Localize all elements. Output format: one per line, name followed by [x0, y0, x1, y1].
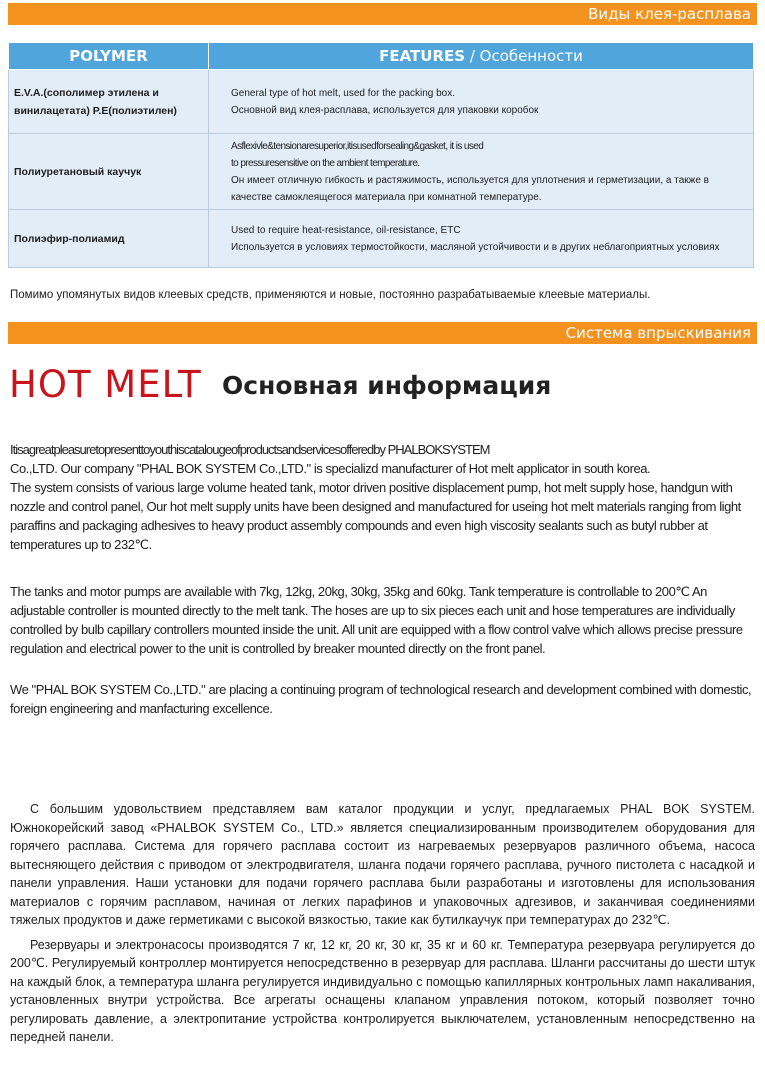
adhesive-note: Помимо упомянутых видов клеевых средств, применяются и новые, постоянно разрабатываемые клеевые материалы.: [10, 289, 651, 301]
features-sep: /: [465, 47, 480, 65]
polymer-features: [209, 70, 754, 134]
feature-line: Used to require heat-resistance, oil-resistance, ETC: [231, 224, 461, 236]
english-line: Itisagreatpleasuretopresenttoyouthiscatalougeofproductsandservicesofferedby PHALBOKSYSTEM: [10, 442, 490, 457]
polymer-features: [209, 134, 754, 210]
features-en: FEATURES: [379, 47, 466, 65]
section-band-title: Система впрыскивания: [565, 324, 751, 342]
page-title: Основная информация: [222, 371, 552, 400]
english-line: Co.,LTD. Our company "PHAL BOK SYSTEM Co.,LTD." is specializd manufacturer of Hot melt applicator in south korea.: [10, 461, 651, 476]
table-header-row: [9, 43, 754, 70]
russian-paragraph: С большим удовольствием представляем вам каталог продукции и услуг, предлагаемых PHAL BOK SYSTEM. Южнокорейский завод «PHALBOK SYSTEM Co., LTD.» является специализированным производителем оборудования для горячего расплава. Система для горячего расплава состоит из нагреваемых резервуаров различного объема, насоса вытесняющего действия с приводом от электродвигателя, шланга подачи горячего расплава, ручного пистолета с насадкой и панели управления. Наши установки для подачи горячего расплава были разработаны и изготовлены для использования материалов с горячим расплавом, начиная от легких парафинов и упаковочных адгезивов, и заканчивая соединениями тяжелых продуктов и даже герметиками с высокой вязкостью, такие как бутилкаучук при температурах до 232℃.: [10, 802, 755, 927]
section-band-title: Виды клея-расплава: [588, 5, 751, 23]
feature-line: Используется в условиях термостойкости, масляной устойчивости и в других неблагоприятных условиях: [231, 241, 720, 253]
russian-description: [10, 800, 755, 1047]
english-description: [10, 440, 760, 718]
feature-line: to pressuresensitive on the ambient temperature.: [231, 157, 420, 169]
polymer-name: Полиуретановый каучук: [9, 134, 209, 210]
section-band-adhesive-types: [8, 3, 757, 25]
column-header-features: [209, 43, 754, 70]
english-paragraph: The tanks and motor pumps are available with 7kg, 12kg, 20kg, 30kg, 35kg and 60kg. Tank temperature is controllable to 200℃ An adjustable controller is mounted directly to the melt tank. The hoses are up to six pieces each unit and hose temperatures are individually controlled by bulb capillary controllers mounted inside the unit. All unit are equipped with a flow control valve which allows precise pressure regulation and electrical power to the unit is controlled by breaker mounted directly on the front panel.: [10, 584, 743, 656]
features-ru: Особенности: [479, 47, 583, 65]
english-paragraph: We "PHAL BOK SYSTEM Co.,LTD." are placing a continuing program of technological research and development combined with domestic, foreign engineering and manfacturing excellence.: [10, 682, 752, 716]
table-row: [9, 70, 754, 134]
column-header-polymer: POLYMER: [9, 43, 209, 70]
english-line: The system consists of various large volume heated tank, motor driven positive displacement pump, hot melt supply hose, handgun with nozzle and control panel, Our hot melt supply units have been designed and manufactured for useing hot melt materials ranging from light paraffins and packaging adhesives to heavy product assembly compounds and even high viscosity sealants such as butyl rubber at temperatures up to 232℃.: [10, 480, 741, 552]
brand-heading: HOT MELT: [9, 363, 202, 406]
polymer-features: [209, 210, 754, 268]
feature-line: Основной вид клея-расплава, используется для упаковки коробок: [231, 104, 539, 116]
table-row: [9, 210, 754, 268]
polymer-features-table: [8, 42, 754, 268]
feature-line: Asflexivle&tensionaresuperior,itisusedforsealing&gasket, it is used: [231, 140, 484, 152]
polymer-name: Полиэфир-полиамид: [9, 210, 209, 268]
polymer-name: E.V.A.(сополимер этилена и винилацетата) P.E(полиэтилен): [9, 70, 209, 134]
table-row: [9, 134, 754, 210]
section-band-injection-system: [8, 322, 757, 344]
russian-paragraph: Резервуары и электронасосы производятся 7 кг, 12 кг, 20 кг, 30 кг, 35 кг и 60 кг. Температура резервуара регулируется до 200℃. Регулируемый контроллер монтируется непосредственно в резервуар для расплава. Шланги рассчитаны до шести штук на каждый блок, а температура шланга регулируется индивидуально с помощью капиллярных контрольных ламп накаливания, установленных внутри устройства. Все агрегаты оснащены клапаном управления потоком, который позволяет точно регулировать давление, а электропитание устройства контролируется выключателем, установленным непосредственно на передней панели.: [10, 937, 755, 1044]
english-paragraph: [10, 440, 760, 554]
feature-line: General type of hot melt, used for the packing box.: [231, 87, 456, 99]
feature-line: Он имеет отличную гибкость и растяжимость, используется для уплотнения и герметизации, а также в качестве самоклеящегося материала при комнатной температуре.: [231, 174, 709, 203]
